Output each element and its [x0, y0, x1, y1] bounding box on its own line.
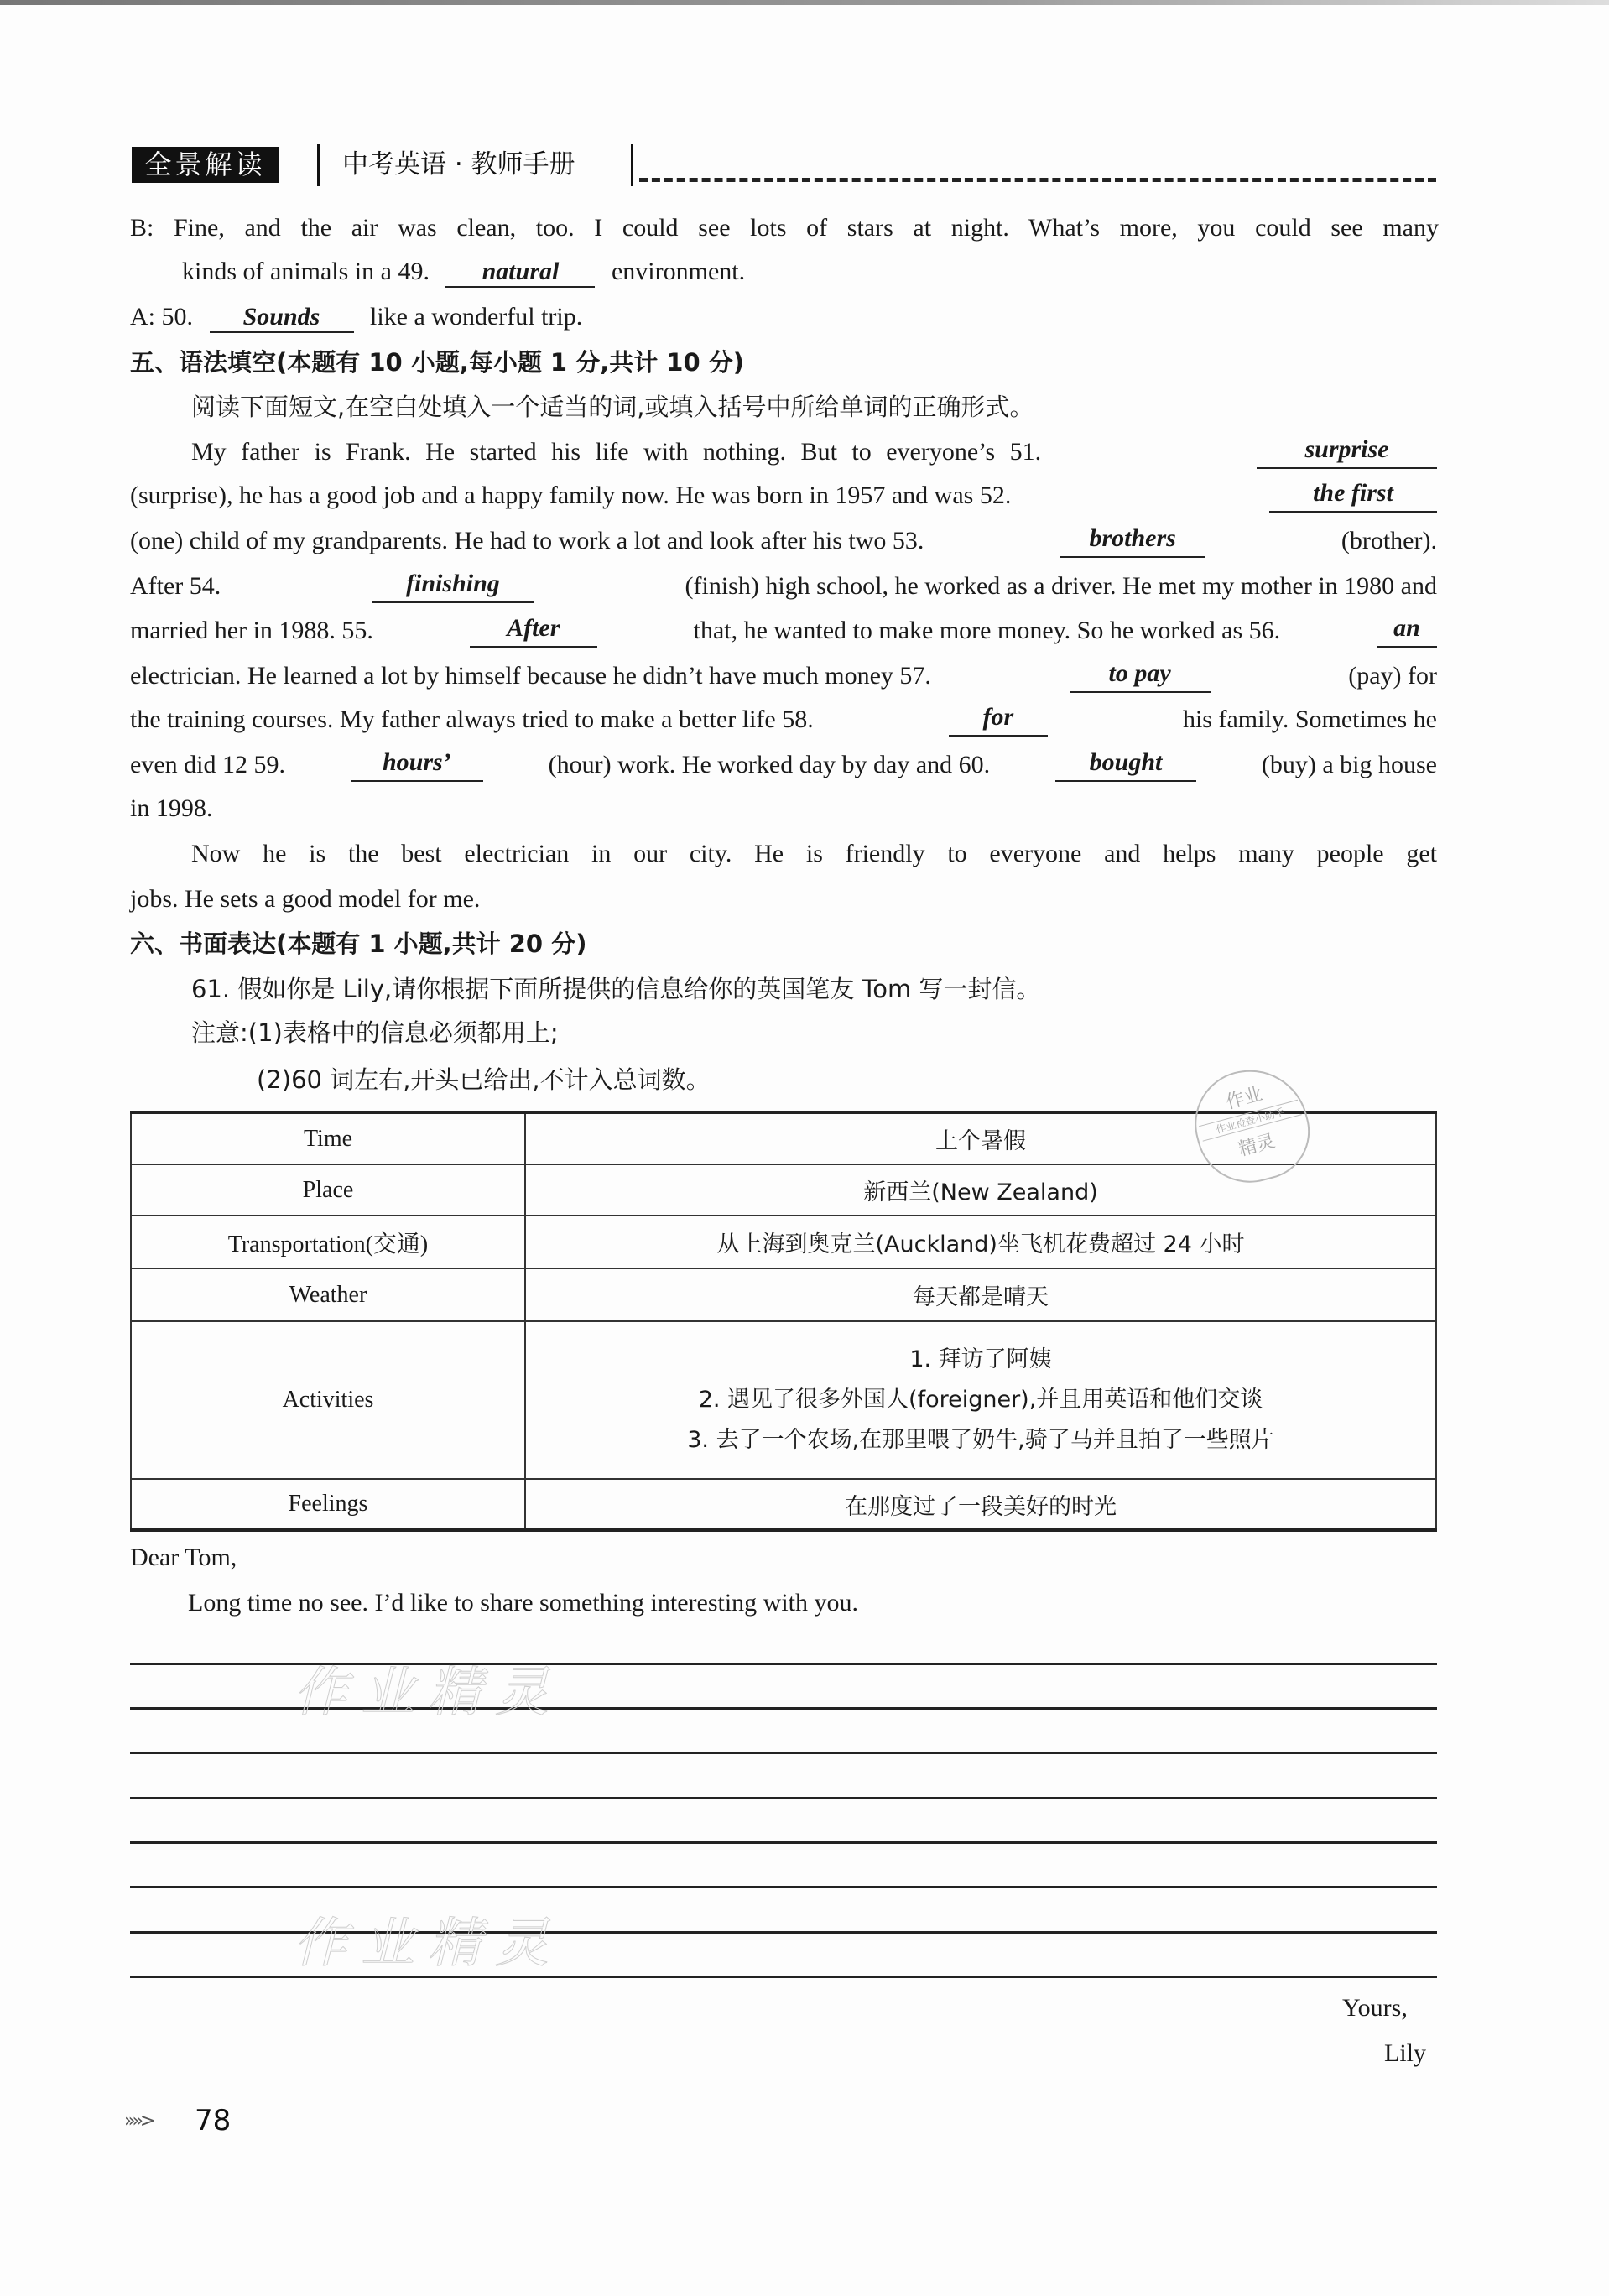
writing-note-2: (2)60 词左右,开头已给出,不计入总词数。 [257, 1065, 711, 1094]
answer-blank-56: an [1377, 614, 1437, 648]
watermark-text: 作业精灵 [294, 1662, 562, 1724]
letter-signature: Lily [1384, 2039, 1426, 2067]
passage-line-5: married her in 1988. 55. After that, he wanted to make more money. So he worked as 56. an [130, 614, 1437, 648]
dialogue-line-b: B: Fine, and the air was clean, too. I could see lots of stars at night. What’s more, you could see many [130, 214, 1439, 242]
writing-line [130, 1841, 1437, 1844]
answer-blank-54: finishing [372, 570, 534, 603]
letter-greeting: Dear Tom, [130, 1544, 237, 1571]
passage-para2-line1: Now he is the best electrician in our city. He is friendly to everyone and helps many people get [191, 840, 1437, 867]
header-dashed-rule [639, 178, 1436, 182]
watermark-stamp: 作业 作业检查小助手 精灵 [1183, 1057, 1320, 1195]
row-value: 从上海到奥克兰(Auckland)坐飞机花费超过 24 小时 [525, 1216, 1436, 1268]
passage-line-7: the training courses. My father always tried to make a better life 58. for his family. Sometimes he [130, 703, 1437, 737]
answer-blank-59: hours’ [351, 748, 483, 782]
row-key: Transportation(交通) [131, 1216, 525, 1268]
letter-closing: Yours, [1342, 1994, 1408, 2022]
passage-line-3: (one) child of my grandparents. He had to work a lot and look after his two 53. brothers (brother). [130, 524, 1437, 558]
table-row [131, 1268, 1436, 1321]
answer-blank-53: brothers [1060, 524, 1205, 558]
answer-blank-55: After [470, 614, 597, 648]
answer-blank-52: the first [1269, 479, 1437, 513]
table-row [131, 1321, 1436, 1479]
passage-line-4: After 54. finishing (finish) high school, he worked as a driver. He met my mother in 1980 and [130, 570, 1437, 603]
row-key: Place [131, 1164, 525, 1216]
row-value: 在那度过了一段美好的时光 [525, 1479, 1436, 1530]
scan-edge [0, 0, 1609, 5]
row-value: 每天都是晴天 [525, 1268, 1436, 1321]
answer-blank-57: to pay [1070, 659, 1211, 693]
row-value-list [525, 1321, 1436, 1479]
activity-item: 1. 拜访了阿姨 [909, 1346, 1052, 1372]
answer-blank-60: bought [1055, 748, 1196, 782]
answer-blank-58: for [949, 703, 1048, 737]
page-number: 78 [195, 2104, 232, 2137]
activity-item: 2. 遇见了很多外国人(foreigner),并且用英语和他们交谈 [698, 1387, 1263, 1413]
passage-line-9: in 1998. [130, 794, 213, 822]
passage-line-6: electrician. He learned a lot by himself because he didn’t have much money 57. to pay (pay) for [130, 659, 1437, 693]
passage-line-1: My father is Frank. He started his life with nothing. But to everyone’s 51. surprise [191, 435, 1437, 469]
writing-line [130, 1797, 1437, 1799]
row-key: Time [131, 1112, 525, 1164]
chevrons-icon: »»> [124, 2111, 153, 2132]
letter-opening: Long time no see. I’d like to share something interesting with you. [188, 1589, 859, 1617]
header-divider [631, 144, 633, 186]
row-key: Feelings [131, 1479, 525, 1530]
section-instruction: 阅读下面短文,在空白处填入一个适当的词,或填入括号中所给单词的正确形式。 [191, 393, 1034, 421]
row-value: 上个暑假 [525, 1112, 1436, 1164]
row-value: 新西兰(New Zealand) [525, 1164, 1436, 1216]
writing-line [130, 1886, 1437, 1888]
section-heading-grammar: 五、语法填空(本题有 10 小题,每小题 1 分,共计 10 分) [130, 348, 745, 377]
series-badge: 全景解读 [132, 147, 279, 183]
table-row [131, 1479, 1436, 1530]
writing-prompt: 61. 假如你是 Lily,请你根据下面所提供的信息给你的英国笔友 Tom 写一封信。 [191, 975, 1041, 1003]
watermark-text: 作业精灵 [294, 1913, 562, 1975]
answer-blank-50: Sounds [210, 303, 354, 333]
writing-note-1: 注意:(1)表格中的信息必须都用上; [191, 1018, 559, 1047]
table-row [131, 1216, 1436, 1268]
header-divider [317, 144, 320, 186]
passage-para2-line2: jobs. He sets a good model for me. [130, 885, 481, 913]
book-title: 中考英语 · 教师手册 [342, 149, 575, 180]
dialogue-line-b-cont: kinds of animals in a 49. natural environment. [182, 255, 745, 289]
activity-item: 3. 去了一个农场,在那里喂了奶牛,骑了马并且拍了一些照片 [687, 1427, 1274, 1453]
dialogue-line-a: A: 50. Sounds like a wonderful trip. [130, 300, 582, 334]
row-key: Activities [131, 1321, 525, 1479]
passage-line-2: (surprise), he has a good job and a happy family now. He was born in 1957 and was 52. the first [130, 479, 1437, 513]
writing-line [130, 1752, 1437, 1754]
answer-blank-51: surprise [1257, 435, 1437, 469]
answer-blank-49: natural [445, 258, 595, 288]
row-key: Weather [131, 1268, 525, 1321]
passage-line-8: even did 12 59. hours’ (hour) work. He worked day by day and 60. bought (buy) a big house [130, 748, 1437, 782]
section-heading-writing: 六、书面表达(本题有 1 小题,共计 20 分) [130, 929, 587, 958]
